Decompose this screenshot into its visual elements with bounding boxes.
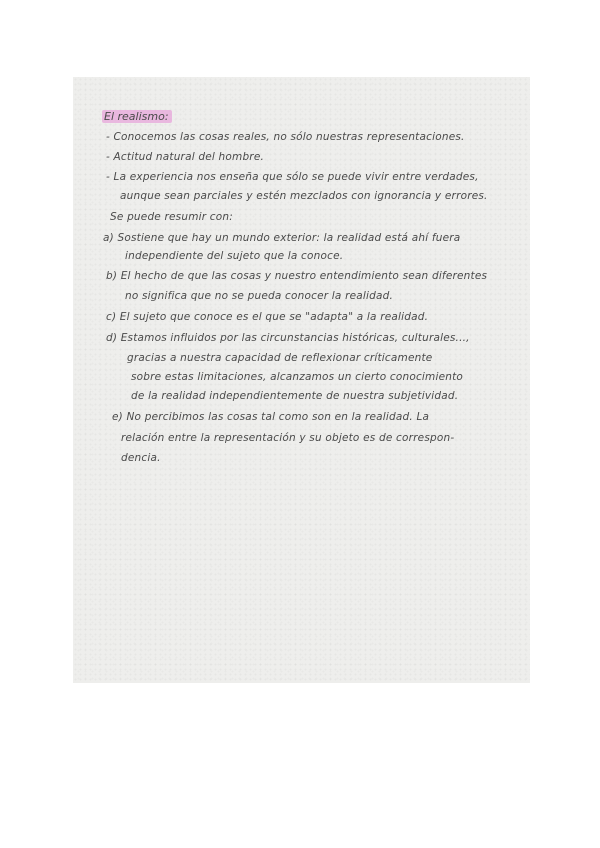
heading-highlight: El realismo: [102,110,172,123]
line-3: - La experiencia nos enseña que sólo se puede vivir entre verdades, [106,171,479,183]
line-15: e) No percibimos las cosas tal como son en la realidad. La [112,411,430,423]
line-9: no significa que no se pueda conocer la realidad. [125,290,394,302]
line-4: aunque sean parciales y estén mezclados con ignorancia y errores. [120,190,488,202]
line-11: d) Estamos influidos por las circunstancias históricas, culturales..., [106,332,470,344]
line-1: - Conocemos las cosas reales, no sólo nuestras representaciones. [106,131,465,143]
line-12: gracias a nuestra capacidad de reflexionar críticamente [127,352,433,364]
line-7: independiente del sujeto que la conoce. [125,250,344,262]
line-2: - Actitud natural del hombre. [106,151,265,163]
line-10: c) El sujeto que conoce es el que se "adapta" a la realidad. [106,311,429,323]
line-5: Se puede resumir con: [110,211,233,223]
heading [102,110,172,123]
line-14: de la realidad independientemente de nuestra subjetividad. [131,390,459,402]
line-16: relación entre la representación y su objeto es de correspon- [121,432,455,444]
paper-sheet [73,77,530,683]
line-6: a) Sostiene que hay un mundo exterior: la realidad está ahí fuera [103,232,461,244]
line-8: b) El hecho de que las cosas y nuestro entendimiento sean diferentes [106,270,488,282]
line-17: dencia. [121,452,161,464]
line-13: sobre estas limitaciones, alcanzamos un cierto conocimiento [131,371,464,383]
